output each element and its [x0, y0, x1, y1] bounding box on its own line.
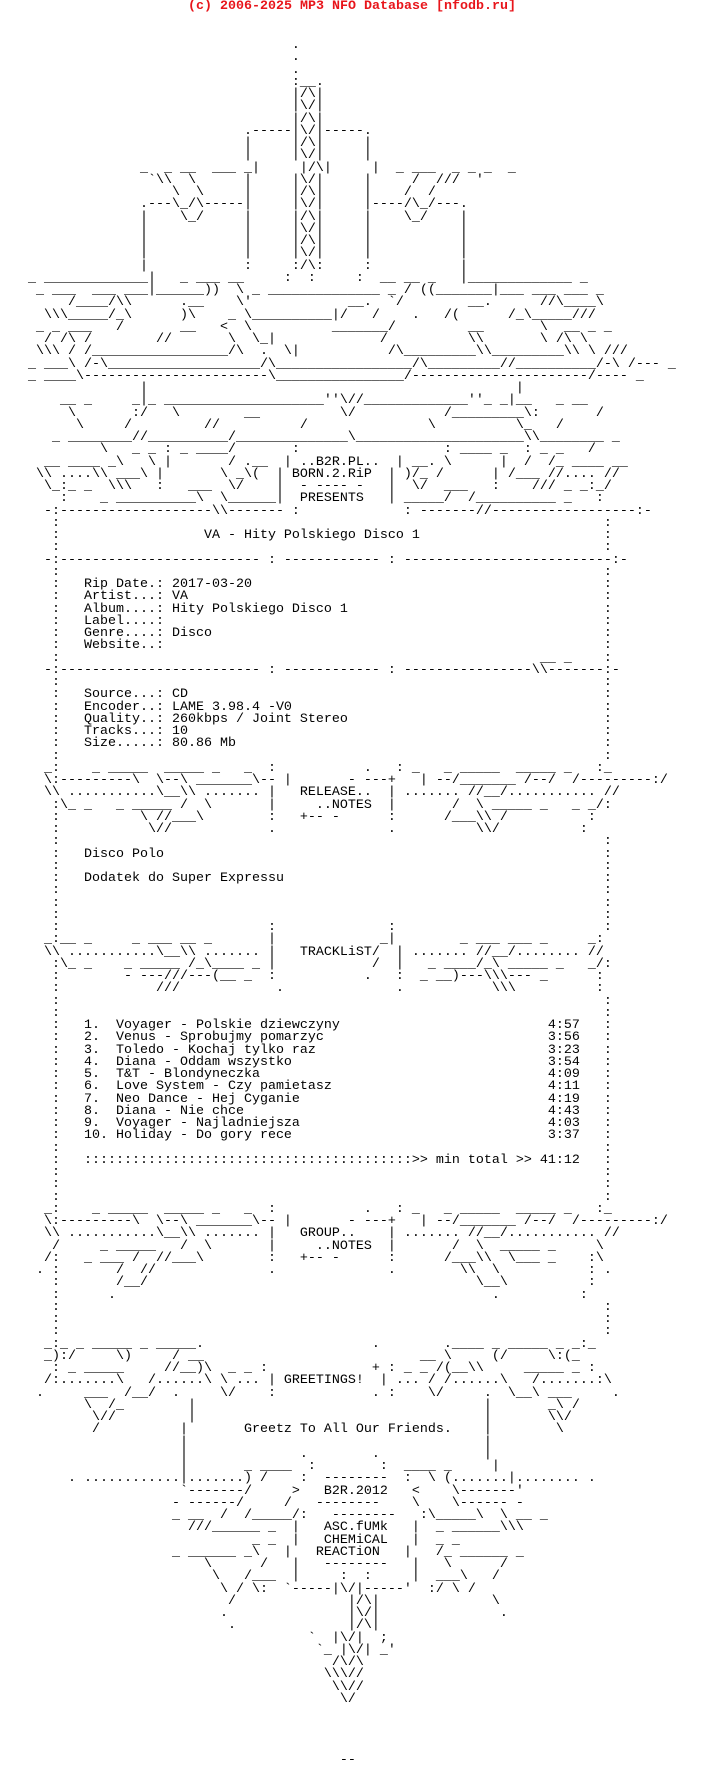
nfo-line: | |	[4, 381, 524, 396]
nfo-line	[4, 1718, 676, 1730]
nfo-line: - ------/ / -------- \ \------ -	[4, 1495, 524, 1511]
nfo-line: : :	[4, 748, 612, 764]
nfo-line: : :	[4, 895, 612, 911]
nfo-line: : Dodatek do Super Expressu :	[4, 871, 612, 886]
nfo-line: : Size.....: 80.86 Mb :	[4, 736, 612, 752]
nfo-line: _ ______ _\ | REACTiON | /_ ______ _	[4, 1544, 524, 1560]
nfo-line: | : :/\: : |	[4, 258, 468, 274]
nfo-line: _ _ __ ___ _| |/\| | _ ___ _ _ _ _	[4, 160, 516, 176]
nfo-line	[4, 1743, 676, 1755]
nfo-line: _ _ ___ / __ < \ _______/ __ \ __ _ _	[4, 319, 612, 335]
nfo-line: : :	[4, 564, 612, 580]
nfo-line: : 8. Diana - Nie chce 4:43 :	[4, 1103, 612, 1119]
nfo-line: | |	[4, 1434, 492, 1450]
nfo-line: __ _ _|_ ____________________''\//_____________''_ _|__ _ __	[4, 393, 588, 409]
nfo-line: \\\_____/_\ )\ _ \__________|/ / . /( /_\_____///	[4, 307, 596, 323]
nfo-line: `_ |\/| _'	[4, 1642, 396, 1658]
nfo-line: .	[4, 50, 300, 66]
nfo-line: :\_ _ _ _____ / \ | ..NOTES | / \ _____ _ _ _/:	[4, 797, 612, 813]
nfo-line: -:-------------------\\------- : : -------//------------------:-	[4, 503, 652, 519]
nfo-line: .	[4, 38, 300, 53]
nfo-line: : 9. Voyager - Najladniejsza 4:03 :	[4, 1116, 612, 1131]
nfo-line: `\\ \ | |\/| | / /// '	[4, 172, 484, 188]
nfo-line: : :	[4, 907, 612, 923]
nfo-line: \ :/ \ __ \/ /_________\: /	[4, 405, 604, 421]
nfo-line: \ \ | |/\| | / /	[4, 185, 436, 200]
nfo-line: : 10. Holiday - Do gory rece 3:37 :	[4, 1128, 612, 1144]
nfo-line: ///______ _ | ASC.fUMk | _ ______\\\	[4, 1520, 524, 1536]
nfo-line: : :::::::::::::::::::::::::::::::::::::::::>> min total >> 41:12 :	[4, 1152, 612, 1168]
nfo-line: : :	[4, 993, 612, 1009]
nfo-line: \ /___ | : : | ___\ /	[4, 1569, 500, 1585]
nfo-line: _: _ _____ _____ _ _ : . : _ _ _____ _____ _ :_	[4, 1201, 612, 1217]
nfo-line: . ............|.......) / : -------- : \ (.......|........ .	[4, 1471, 596, 1487]
nfo-line: \\\ / /_________________/\ . \| /\_________\\_________\\ \ ///	[4, 344, 628, 360]
nfo-line: | | |\/| | |	[4, 246, 468, 262]
nfo-line: : Encoder..: LAME 3.98.4 -V0 :	[4, 699, 612, 715]
nfo-line: _ ___ ___ ___|______)) \ _ ______________ _ / ((_______|___ ___ ___ _	[4, 283, 604, 298]
nfo-line: : Source...: CD :	[4, 687, 612, 703]
nfo-line: : :	[4, 1165, 612, 1180]
nfo-line: :__.	[4, 74, 324, 90]
nfo-line: : :	[4, 540, 612, 556]
nfo-line: | |\/| |	[4, 148, 372, 164]
nfo-line: | _ ____ : : ____ _ |	[4, 1459, 500, 1474]
nfo-line: \// | | \\/	[4, 1410, 572, 1425]
nfo-line: : VA - Hity Polskiego Disco 1 :	[4, 528, 612, 543]
nfo-line: : :	[4, 1189, 612, 1205]
nfo-line: \:---------\ \--\ _______\-- | - ---+ | --/_______ /--/ /---------:/	[4, 1214, 668, 1229]
nfo-line: /____/\\ .__ \' __. `/ __. //\____\	[4, 295, 604, 311]
nfo-line: __ ____ _\ \ | / .__ | ..B2R.PL.. | __. \ | / /_ ____ __	[4, 454, 628, 470]
nfo-line	[4, 1731, 676, 1743]
nfo-line: : /__/ \__\ :	[4, 1275, 596, 1291]
nfo-line: :\_ _ _ _____ /_\____ _ | / | _ ____/_\ _____ _ _/:	[4, 956, 612, 972]
nfo-line: : Genre....: Disco :	[4, 626, 612, 641]
nfo-line: : :	[4, 1299, 612, 1315]
nfo-line: . |/\|	[4, 1618, 380, 1634]
nfo-line: : _ _____ //__)\ _ _ : + : _ _ /(__\\ _____ _ :	[4, 1361, 596, 1376]
nfo-line: /\/\	[4, 1655, 364, 1670]
nfo-line: : :	[4, 1177, 612, 1193]
nfo-line: .	[4, 62, 300, 78]
nfo-line: | \_/ | |/\| | \_/ |	[4, 209, 468, 225]
nfo-line: .---\_/\-----| |\/| |----/\_/---.	[4, 197, 468, 213]
nfo-line: \\\//	[4, 1667, 364, 1683]
nfo-line: | |/\| |	[4, 136, 372, 151]
nfo-line: _ _____________| _ ___ __ : : : __ __ _ |_____________ _	[4, 270, 588, 286]
nfo-line: : Artist...: VA :	[4, 589, 612, 605]
nfo-line: : 3. Toledo - Kochaj tylko raz 3:23 :	[4, 1042, 612, 1058]
nfo-line: : 2. Venus - Sprobujmy pomarzyc 3:56 :	[4, 1030, 612, 1046]
nfo-line: : 6. Love System - Czy pamietasz 4:11 :	[4, 1079, 612, 1095]
nfo-line: ` |\/| ;	[4, 1630, 388, 1646]
nfo-line: \\ ...........\__\\ ....... | TRACKLiST/ | ....... //__/........ //	[4, 944, 604, 960]
nfo-line: \ _ _ : _ ____/ : : ____ _ : _ _ /	[4, 442, 596, 458]
nfo-line: \\//	[4, 1679, 364, 1695]
nfo-line: : :	[4, 858, 612, 874]
nfo-line: _):/ \) / __ __ \ (/ \:(_	[4, 1348, 580, 1364]
nfo-line: : Quality..: 260kbps / Joint Stereo :	[4, 711, 612, 727]
nfo-line: \ / | -------- | \ /	[4, 1557, 508, 1572]
nfo-line: _ ________//__________/______________\_____________________\\________ _	[4, 430, 620, 445]
nfo-line: |\/|	[4, 99, 324, 115]
nfo-line: : __ _ :	[4, 650, 612, 666]
nfo-line: -:------------------------- : ------------ : ----------------\\-------:-	[4, 662, 620, 678]
nfo-line: : Tracks...: 10 :	[4, 724, 612, 739]
nfo-line: : 5. T&T - Blondyneczka 4:09 :	[4, 1067, 612, 1082]
nfo-line: : 7. Neo Dance - Hej Cyganie 4:19 :	[4, 1091, 612, 1107]
nfo-line: /:.......\ /......\ \ ... | GREETINGS! | ... / /......\ /.......:\	[4, 1373, 612, 1389]
nfo-line: : :	[4, 515, 612, 531]
nfo-line: \\ ....\\ ___\ | \ _\( | BORN.2.RiP | )/_ / | /___ //.... //	[4, 466, 620, 482]
nfo-line: / /\ / // \ \_| / \\ \ /\ \	[4, 332, 588, 347]
nfo-line: /: _ ___ / //___\ : +-- - : /___\\ \___ _ :\	[4, 1250, 604, 1266]
nfo-line: : :	[4, 675, 612, 690]
nfo-line: | . . |	[4, 1446, 492, 1462]
nfo-line: : :	[4, 1005, 612, 1021]
nfo-line: --	[4, 1753, 356, 1768]
nfo-line: \/	[4, 1691, 356, 1707]
nfo-line: : \// . . \\/ :	[4, 822, 588, 837]
nfo-line: : 1. Voyager - Polskie dziewczyny 4:57 :	[4, 1018, 612, 1033]
nfo-line: : :	[4, 1312, 612, 1327]
copyright-header: (c) 2006-2025 MP3 NFO Database [nfodb.ru]	[188, 0, 516, 14]
nfo-line: |/\|	[4, 87, 324, 102]
nfo-line: _: _ _____ _____ _ _ : . : _ _ _____ _____ _ :_	[4, 760, 612, 776]
nfo-line: | | |\/| | |	[4, 221, 468, 237]
nfo-ascii-document	[4, 40, 676, 1767]
nfo-line: \ /_ | | _\ /	[4, 1397, 580, 1413]
nfo-line: \ / \: `-----|\/|-----' :/ \ /	[4, 1581, 476, 1597]
nfo-line: / | Greetz To All Our Friends. | \	[4, 1422, 564, 1438]
nfo-line: : :	[4, 883, 612, 899]
nfo-line: _:_ _ _____ _ _____. . .____ _ _____ _ _:_	[4, 1336, 596, 1352]
nfo-line: . |\/| .	[4, 1606, 508, 1621]
nfo-line: _ _ | CHEMiCAL | _ _	[4, 1532, 460, 1548]
nfo-line: : :	[4, 834, 612, 850]
nfo-line	[4, 1706, 676, 1718]
nfo-line: : Website..: :	[4, 638, 612, 654]
nfo-line: : Album....: Hity Polskiego Disco 1 :	[4, 601, 612, 617]
nfo-line: : Disco Polo :	[4, 846, 612, 862]
nfo-line: : :	[4, 1140, 612, 1156]
nfo-line: . ___ /__/ . \/ : . : \/ . \__\ ___ .	[4, 1385, 620, 1401]
nfo-line: `-------/ > B2R.2012 < \-------'	[4, 1483, 524, 1499]
nfo-line: : 4. Diana - Oddam wszystko 3:54 :	[4, 1054, 612, 1070]
nfo-line: : _ __________\ \______| PRESENTS | _____/ /__________ _ :	[4, 491, 604, 507]
nfo-line: \:---------\ \--\ _______\-- | - ---+ | --/_______ /--/ /---------:/	[4, 773, 668, 788]
nfo-line: _ __ / /_____/: -------- :\_____\ \ __ _	[4, 1508, 548, 1523]
nfo-line: _ ____\-----------------------\________________/----------------------/---- _	[4, 368, 644, 384]
nfo-line: |/\|	[4, 111, 324, 127]
nfo-line: \ / // / \ \_ /	[4, 417, 564, 433]
nfo-line: : Label....: :	[4, 613, 612, 629]
nfo-line: \\ ...........\__\\ ....... | RELEASE.. | ....... //__/........... //	[4, 785, 620, 801]
nfo-line: \\ ...........\__\\ ....... | GROUP.. | ....... //__/........... //	[4, 1226, 620, 1242]
nfo-line: : . . :	[4, 1287, 588, 1303]
nfo-line: / |/\| \	[4, 1593, 500, 1609]
nfo-line: / _ _____ / \ | ..NOTES | / \ _____ _ \	[4, 1238, 604, 1254]
nfo-line: : Rip Date.: 2017-03-20 :	[4, 577, 612, 592]
nfo-line: .-----|\/|-----.	[4, 123, 372, 139]
nfo-line: : :	[4, 1324, 612, 1340]
nfo-line: _:__ _ _ ___ __ _ | _| _ ___ ___ _ _:	[4, 932, 604, 948]
nfo-line: | | |/\| | |	[4, 234, 468, 249]
nfo-line: : : : :	[4, 920, 612, 935]
nfo-line: -:------------------------- : ------------ : --------------------------:-	[4, 552, 628, 568]
nfo-line: \_:_ _ \\\ : ___ \/ | - ---- - | \/ ___ : /// _ _:_/	[4, 479, 612, 494]
nfo-line: : - ---///---(__ _ : . : _ __)---\\\--- _ :	[4, 969, 604, 984]
nfo-line: _ ___\ /-\___________________/\_________________/\_________//__________/-\ /--- _	[4, 356, 676, 372]
nfo-line: . : / // . . \\ \ : .	[4, 1263, 612, 1278]
nfo-line: : /// . . \\\ :	[4, 981, 604, 997]
nfo-line: : \ //___\ : +-- - : /___\\ / :	[4, 809, 596, 825]
